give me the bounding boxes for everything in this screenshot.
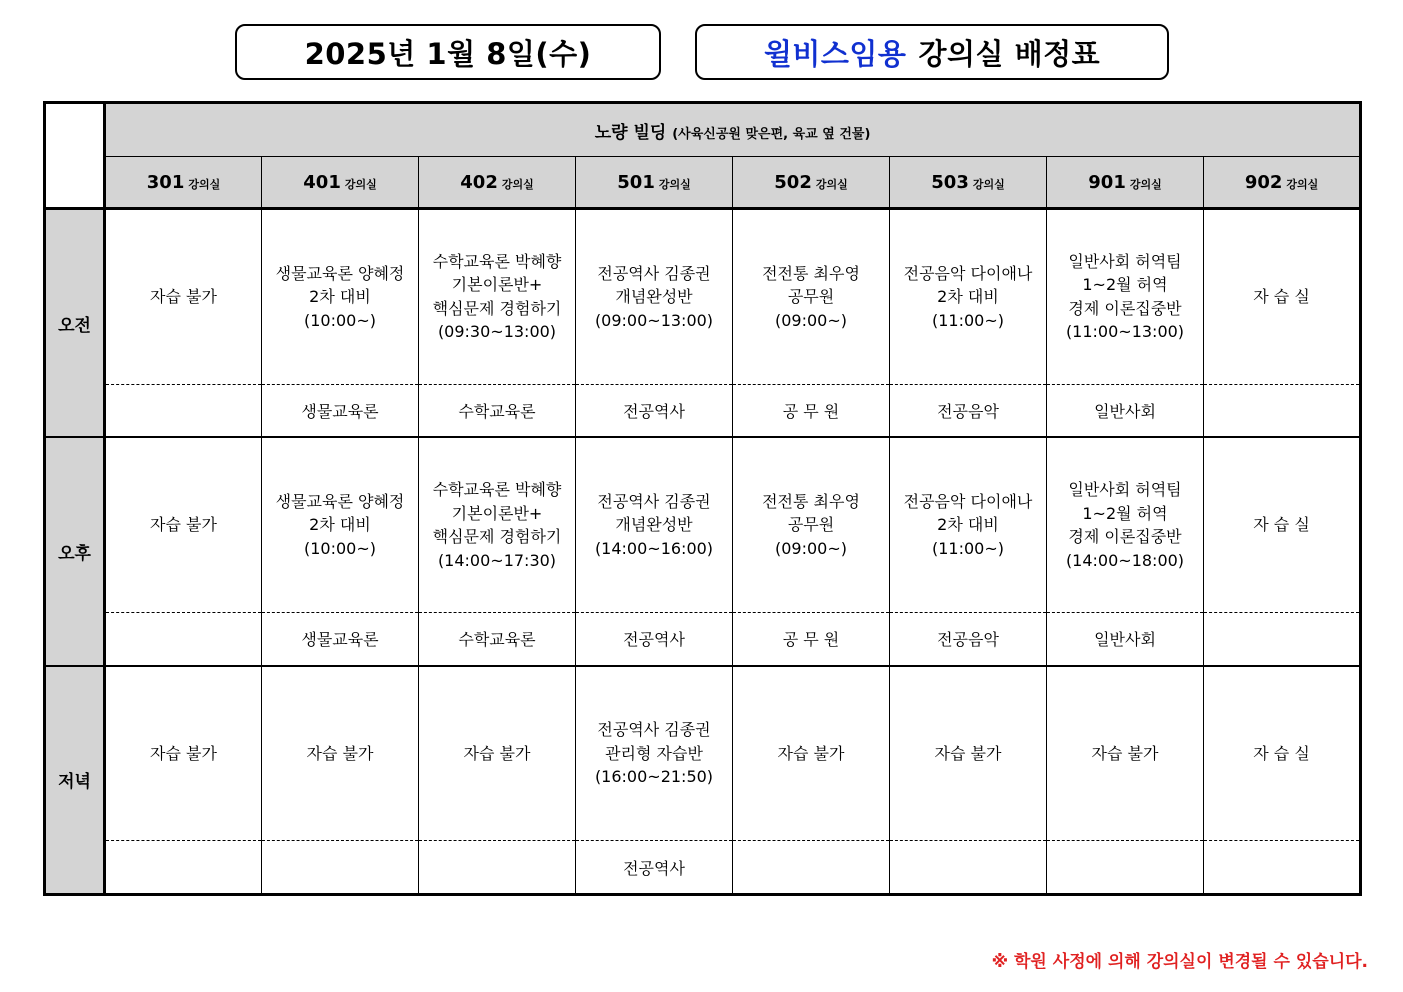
period-main-row: [45, 666, 1361, 841]
subject-cell: 수학교육론: [419, 384, 576, 437]
subject-cell: 전공역사: [576, 613, 733, 666]
class-cell: [419, 209, 576, 385]
class-cell: [890, 666, 1047, 841]
class-cell: [1204, 437, 1361, 612]
period-subject-row: [45, 613, 1361, 666]
subject-cell: 전공음악: [890, 384, 1047, 437]
subject-cell: [733, 841, 890, 895]
subject-cell: 일반사회: [1047, 384, 1204, 437]
subject-cell: [419, 841, 576, 895]
room-number: 901: [1088, 171, 1126, 193]
subject-cell: [1204, 384, 1361, 437]
class-info-line: 자 습 실: [1253, 743, 1310, 763]
subject-cell: [1204, 613, 1361, 666]
room-number: 301: [146, 171, 185, 193]
class-cell: [419, 666, 576, 841]
subject-cell: 전공음악: [890, 613, 1047, 666]
room-header-401: [262, 157, 419, 209]
room-number: 502: [774, 171, 812, 193]
subject-cell: [262, 841, 419, 895]
period-label: 저녁: [45, 666, 105, 895]
class-info-line: 생물교육론 양혜정: [275, 263, 405, 283]
class-cell: [733, 209, 890, 385]
class-info-line: 자습 불가: [463, 743, 531, 763]
room-suffix: 강의실: [1286, 177, 1319, 191]
class-info-line: 전공음악 다이애나: [903, 263, 1033, 283]
room-assignment-table: [43, 101, 1362, 896]
subject-cell: 생물교육론: [262, 613, 419, 666]
class-cell: [576, 437, 733, 612]
class-info-line: 수학교육론 박혜향: [432, 251, 562, 271]
class-info-line: 경제 이론집중반: [1068, 527, 1182, 547]
class-info-line: 기본이론반+: [451, 275, 543, 295]
class-info-line: 전전통 최우영: [762, 263, 860, 283]
room-suffix: 강의실: [658, 177, 691, 191]
class-cell: [1047, 209, 1204, 385]
building-header: [105, 103, 1361, 157]
class-cell: [262, 666, 419, 841]
subject-cell: [1047, 841, 1204, 895]
room-header-901: [1047, 157, 1204, 209]
class-info-line: 핵심문제 경험하기: [432, 298, 562, 318]
room-number: 503: [931, 171, 969, 193]
class-info-line: (10:00~): [304, 538, 376, 558]
period-label: 오후: [45, 437, 105, 665]
class-info-line: 2차 대비: [309, 287, 371, 307]
class-info-line: 1~2월 허역: [1082, 275, 1168, 295]
subject-cell: 수학교육론: [419, 613, 576, 666]
subject-cell: [105, 841, 262, 895]
class-info-line: 자습 불가: [150, 287, 217, 307]
class-info-line: 일반사회 허역팀: [1068, 251, 1182, 271]
class-info-line: 기본이론반+: [451, 503, 543, 523]
class-info-line: 자 습 실: [1253, 287, 1310, 307]
period-main-row: [45, 437, 1361, 612]
room-suffix: 강의실: [501, 177, 534, 191]
room-number: 402: [460, 171, 498, 193]
page-title: 강의실 배정표: [918, 36, 1101, 71]
schedule-body: [45, 209, 1361, 895]
brand-name: 윌비스임용: [763, 36, 907, 71]
class-info-line: (14:00~18:00): [1065, 550, 1185, 570]
subject-cell: [1204, 841, 1361, 895]
period-subject-row: [45, 841, 1361, 895]
class-cell: [419, 437, 576, 612]
class-info-line: (11:00~13:00): [1065, 322, 1185, 342]
subject-cell: 공 무 원: [733, 613, 890, 666]
class-info-line: 2차 대비: [309, 515, 371, 535]
class-cell: [890, 209, 1047, 385]
class-info-line: 자습 불가: [306, 743, 374, 763]
class-info-line: 자 습 실: [1253, 515, 1310, 535]
class-info-line: 개념완성반: [615, 287, 693, 307]
class-cell: [576, 666, 733, 841]
subject-cell: 전공역사: [576, 841, 733, 895]
class-info-line: 일반사회 허역팀: [1068, 480, 1182, 500]
class-cell: [262, 437, 419, 612]
building-location-note: (사육신공원 맞은편, 육교 옆 건물): [672, 126, 871, 142]
room-number: 501: [617, 171, 655, 193]
class-cell: [1047, 666, 1204, 841]
room-header-902: [1204, 157, 1361, 209]
room-header-503: [890, 157, 1047, 209]
class-info-line: 2차 대비: [937, 287, 999, 307]
class-cell: [105, 666, 262, 841]
class-info-line: 2차 대비: [937, 515, 999, 535]
room-header-row: [45, 157, 1361, 209]
class-cell: [1204, 666, 1361, 841]
period-subject-row: [45, 384, 1361, 437]
class-info-line: 공무원: [787, 515, 835, 535]
subject-cell: 공 무 원: [733, 384, 890, 437]
class-info-line: 관리형 자습반: [605, 743, 703, 763]
class-info-line: (11:00~): [932, 310, 1004, 330]
class-info-line: 자습 불가: [150, 743, 217, 763]
class-cell: [1204, 209, 1361, 385]
room-number: 902: [1244, 171, 1283, 193]
subject-cell: 생물교육론: [262, 384, 419, 437]
class-cell: [576, 209, 733, 385]
class-info-line: 전공역사 김종권: [597, 263, 711, 283]
subject-cell: [105, 613, 262, 666]
room-header-301: [105, 157, 262, 209]
class-cell: [890, 437, 1047, 612]
class-info-line: 개념완성반: [615, 515, 693, 535]
room-suffix: 강의실: [972, 177, 1005, 191]
subject-cell: 전공역사: [576, 384, 733, 437]
class-info-line: 생물교육론 양혜정: [275, 491, 405, 511]
class-info-line: (14:00~16:00): [594, 538, 714, 558]
class-info-line: 핵심문제 경험하기: [432, 527, 562, 547]
class-info-line: 공무원: [787, 287, 835, 307]
class-info-line: (09:30~13:00): [437, 322, 557, 342]
subject-cell: 일반사회: [1047, 613, 1204, 666]
class-cell: [733, 437, 890, 612]
page-title-box: [695, 24, 1169, 80]
class-info-line: 전공역사 김종권: [597, 720, 711, 740]
class-cell: [105, 437, 262, 612]
class-info-line: (11:00~): [932, 538, 1004, 558]
room-suffix: 강의실: [1129, 177, 1162, 191]
change-notice: ※ 학원 사정에 의해 강의실이 변경될 수 있습니다.: [991, 952, 1368, 972]
class-info-line: (16:00~21:50): [594, 767, 714, 787]
subject-cell: [890, 841, 1047, 895]
schedule-date: 2025년 1월 8일(수): [304, 36, 592, 71]
room-suffix: 강의실: [815, 177, 848, 191]
class-info-line: 전공역사 김종권: [597, 491, 711, 511]
room-header-402: [419, 157, 576, 209]
class-info-line: 전공음악 다이애나: [903, 491, 1033, 511]
class-info-line: 자습 불가: [1091, 743, 1159, 763]
room-header-501: [576, 157, 733, 209]
table-corner: [45, 103, 105, 209]
class-info-line: 수학교육론 박혜향: [432, 480, 562, 500]
class-cell: [105, 209, 262, 385]
room-suffix: 강의실: [344, 177, 377, 191]
date-title-box: [235, 24, 661, 80]
room-header-502: [733, 157, 890, 209]
class-info-line: 자습 불가: [150, 515, 217, 535]
class-info-line: (14:00~17:30): [437, 550, 557, 570]
class-cell: [1047, 437, 1204, 612]
period-label: 오전: [45, 209, 105, 438]
period-main-row: [45, 209, 1361, 385]
class-info-line: (10:00~): [304, 310, 376, 330]
class-info-line: (09:00~13:00): [594, 310, 714, 330]
building-name: 노량 빌딩: [594, 122, 667, 143]
class-cell: [262, 209, 419, 385]
room-number: 401: [303, 171, 341, 193]
class-info-line: 전전통 최우영: [762, 491, 860, 511]
subject-cell: [105, 384, 262, 437]
class-info-line: 자습 불가: [777, 743, 845, 763]
class-info-line: 자습 불가: [934, 743, 1002, 763]
class-info-line: (09:00~): [775, 538, 847, 558]
class-info-line: 경제 이론집중반: [1068, 298, 1182, 318]
class-info-line: (09:00~): [775, 310, 847, 330]
class-info-line: 1~2월 허역: [1082, 503, 1168, 523]
room-suffix: 강의실: [188, 177, 221, 191]
class-cell: [733, 666, 890, 841]
